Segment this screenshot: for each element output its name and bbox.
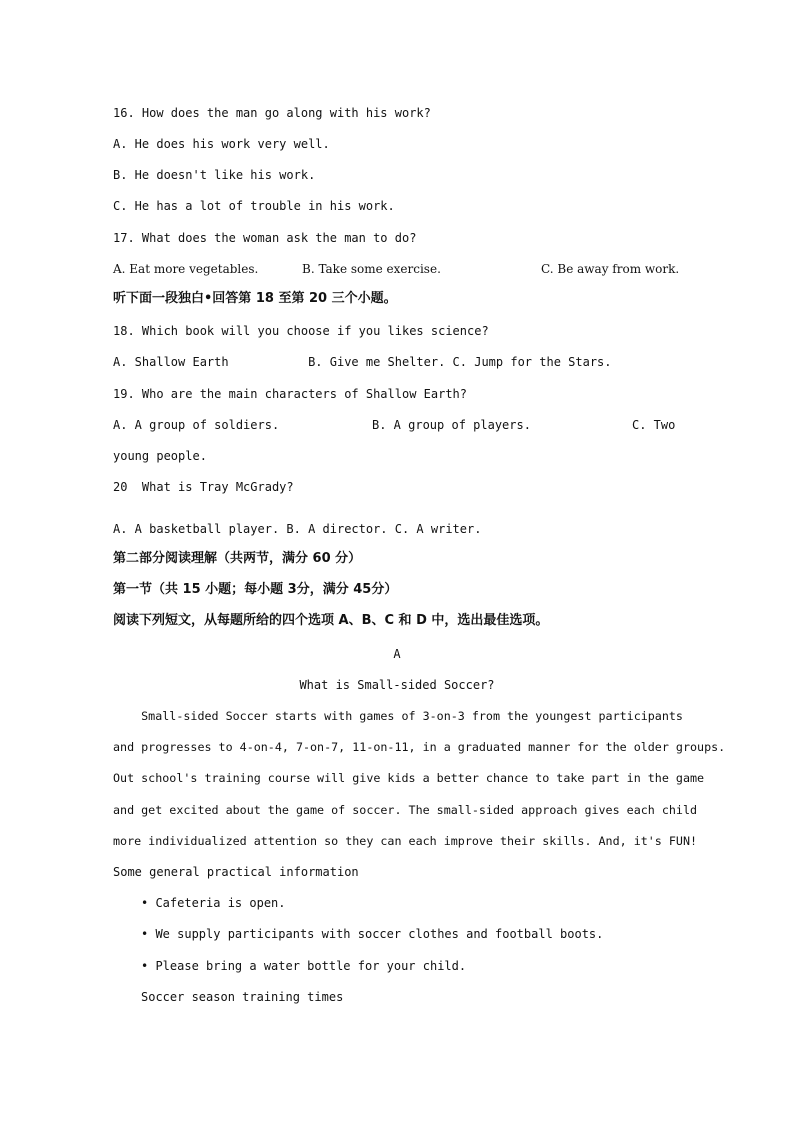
q16-option-a: A. He does his work very well. bbox=[113, 137, 330, 151]
q19-option-b: B. A group of players. bbox=[372, 418, 531, 432]
section1-heading: 第一节（共 15 小题；每小题 3分，满分 45分） bbox=[113, 582, 398, 597]
q18-question: 18. Which book will you choose if you likes science? bbox=[113, 324, 489, 338]
reading-instruction: 阅读下列短文，从每题所给的四个选项 A、B、C 和 D 中，选出最佳选项。 bbox=[113, 613, 549, 628]
q18-options: A. Shallow Earth B. Give me Shelter. C. Jump for the Stars. bbox=[113, 355, 612, 369]
passage-title: What is Small-sided Soccer? bbox=[299, 678, 495, 692]
passage-line: and get excited about the game of soccer. The small-sided approach gives each child bbox=[113, 803, 698, 817]
part2-heading: 第二部分阅读理解（共两节，满分 60 分） bbox=[113, 551, 362, 566]
passage-line: Small-sided Soccer starts with games of 3-on-3 from the youngest participants bbox=[113, 709, 683, 723]
q19-option-c-continued: young people. bbox=[113, 449, 207, 463]
q16-option-b: B. He doesn't like his work. bbox=[113, 168, 316, 182]
q19-option-a: A. A group of soldiers. bbox=[113, 418, 280, 432]
passage-line: Some general practical information bbox=[113, 865, 359, 879]
passage-line: and progresses to 4-on-4, 7-on-7, 11-on-11, in a graduated manner for the older groups. bbox=[113, 740, 726, 754]
q17-option-b: B. Take some exercise. bbox=[302, 262, 441, 276]
q17-option-a: A. Eat more vegetables. bbox=[113, 262, 259, 276]
bullet-item: • Cafeteria is open. bbox=[141, 896, 286, 910]
passage-line: more individualized attention so they can each improve their skills. And, it's FUN! bbox=[113, 834, 698, 848]
bullet-item: • We supply participants with soccer clothes and football boots. bbox=[141, 927, 604, 941]
q16-question: 16. How does the man go along with his work? bbox=[113, 106, 431, 120]
q19-question: 19. Who are the main characters of Shallow Earth? bbox=[113, 387, 468, 401]
passage-line: Out school's training course will give kids a better chance to take part in the game bbox=[113, 771, 705, 785]
q17-question: 17. What does the woman ask the man to do? bbox=[113, 231, 417, 245]
q20-options: A. A basketball player. B. A director. C. A writer. bbox=[113, 522, 482, 536]
bullet-item: • Please bring a water bottle for your child. bbox=[141, 959, 467, 973]
q16-option-c: C. He has a lot of trouble in his work. bbox=[113, 199, 395, 213]
training-times-heading: Soccer season training times bbox=[141, 990, 344, 1004]
q19-option-c: C. Two bbox=[632, 418, 676, 432]
passage-label: A bbox=[393, 647, 401, 661]
q17-option-c: C. Be away from work. bbox=[541, 262, 680, 276]
q20-question: 20 What is Tray McGrady? bbox=[113, 480, 294, 494]
monologue-instruction: 听下面一段独白•回答第 18 至第 20 三个小题。 bbox=[113, 291, 397, 306]
